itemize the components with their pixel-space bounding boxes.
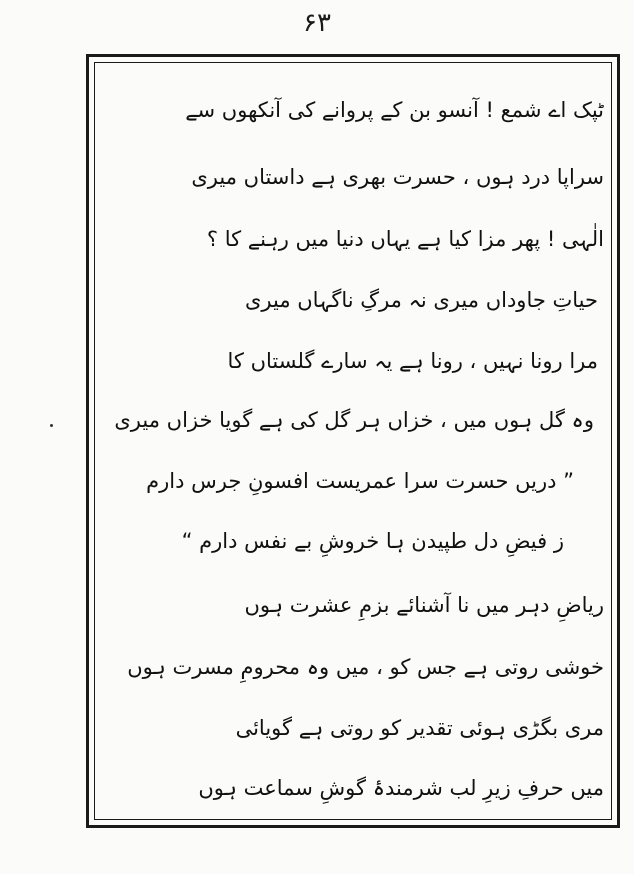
verse-line: ریاضِ دہر میں نا آشنائے بزمِ عشرت ہوں [244, 593, 604, 617]
verse-line: الٰہی ! پھر مزا کیا ہے یہاں دنیا میں رہنے کا ؟ [206, 227, 604, 251]
stray-mark [50, 424, 53, 427]
verse-line: ز فیضِ دل طپیدن ہا خروشِ بے نفس دارم “ [181, 529, 564, 553]
verse-line: مرا رونا نہیں ، رونا ہے یہ سارے گلستاں کا [227, 349, 598, 373]
verse-line: مری بگڑی ہوئی تقدیر کو روتی ہے گویائی [235, 716, 604, 740]
verse-line: وہ گل ہوں میں ، خزاں ہر گل کی ہے گویا خزاں میری [114, 408, 594, 432]
verse-line: ٹپک اے شمع ! آنسو بن کے پروانے کی آنکھوں سے [185, 98, 604, 122]
verse-line: ” دریں حسرت سرا عمریست افسونِ جرس دارم [146, 469, 574, 493]
verse-line: سراپا درد ہوں ، حسرت بھری ہے داستاں میری [191, 165, 604, 189]
verse-line: میں حرفِ زیرِ لب شرمندۂ گوشِ سماعت ہوں [198, 776, 604, 800]
verse-line: خوشی روتی ہے جس کو ، میں وہ محرومِ مسرت ہوں [127, 655, 604, 679]
verse-line: حیاتِ جاوداں میری نہ مرگِ ناگہاں میری [244, 288, 598, 312]
page-number: ۶۳ [303, 8, 331, 38]
